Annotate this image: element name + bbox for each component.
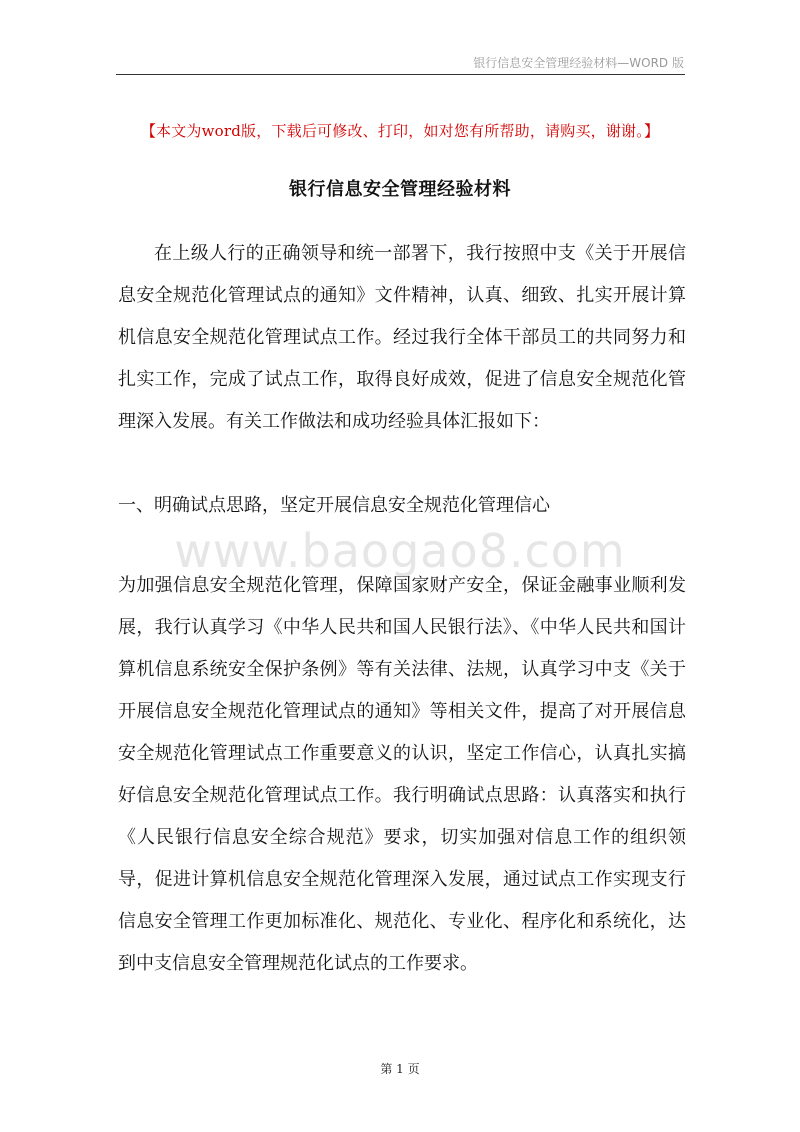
watermark: www.baogao8.com [174, 524, 626, 578]
running-header: 银行信息安全管理经验材料—WORD 版 [473, 56, 684, 70]
page-number: 第 1 页 [380, 1062, 420, 1076]
header-divider [116, 74, 685, 75]
section-heading: 一、明确试点思路，坚定开展信息安全规范化管理信心 [118, 495, 550, 516]
section-paragraph: 为加强信息安全规范化管理，保障国家财产安全，保证金融事业顺利发展，我行认真学习《中华人民共和国人民银行法》、《中华人民共和国计算机信息系统安全保护条例》等有关法律、法规，认真学习中支《关于开展信息安全规范化管理试点的通知》等相关文件，提高了对开展信息安全规范化管理试点工作重要意义的认识，坚定工作信心，认真扎实搞好信息安全规范化管理试点工作。我行明确试点思路：认真落实和执行《人民银行信息安全综合规范》要求，切实加强对信息工作的组织领导，促进计算机信息安全规范化管理深入发展，通过试点工作实现支行信息安全管理工作更加标准化、规范化、专业化、程序化和系统化，达到中支信息安全管理规范化试点的工作要求。 [118, 575, 686, 974]
download-notice: 【本文为word版，下载后可修改、打印，如对您有所帮助，请购买，谢谢。】 [140, 122, 660, 140]
intro-paragraph: 在上级人行的正确领导和统一部署下，我行按照中支《关于开展信息安全规范化管理试点的通知》文件精神，认真、细致、扎实开展计算机信息安全规范化管理试点工作。经过我行全体干部员工的共同努力和扎实工作，完成了试点工作，取得良好成效，促进了信息安全规范化管理深入发展。有关工作做法和成功经验具体汇报如下： [118, 243, 686, 432]
document-title: 银行信息安全管理经验材料 [289, 179, 511, 200]
